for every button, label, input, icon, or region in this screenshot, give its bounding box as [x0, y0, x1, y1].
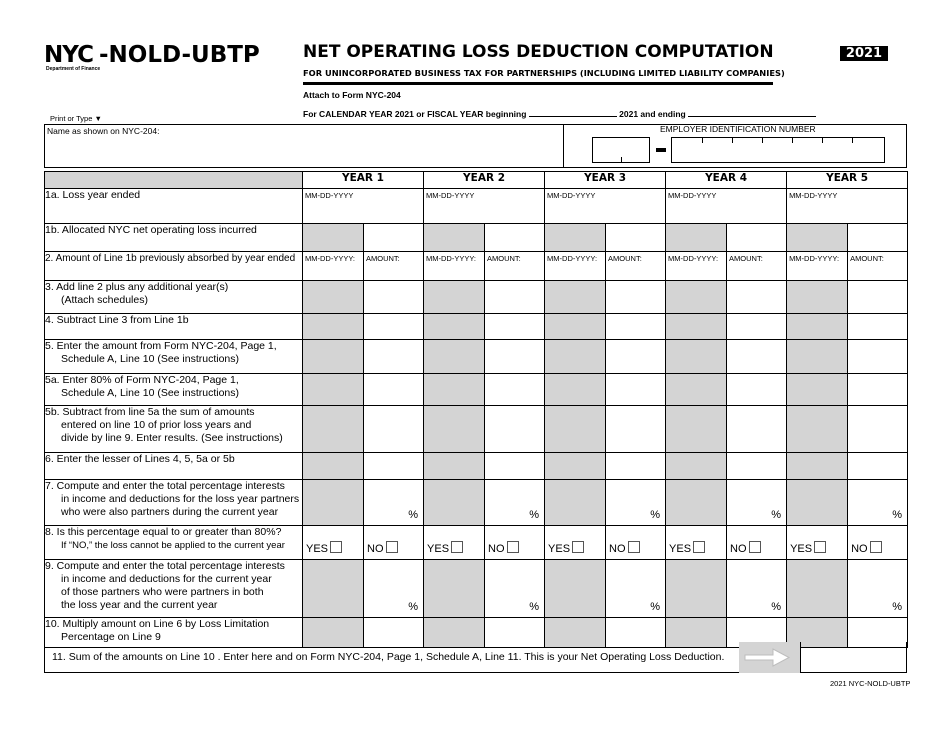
form-logo [44, 42, 260, 72]
right-arrow-icon [739, 642, 800, 673]
no-checkbox[interactable] [870, 541, 882, 553]
line-5-year-1-input[interactable] [364, 340, 424, 374]
line-3-year-1-input[interactable] [364, 281, 424, 314]
date-label: MM-DD-YYYY: [547, 254, 598, 263]
shaded-cell [545, 453, 606, 480]
line-5-year-2-input[interactable] [485, 340, 545, 374]
date-placeholder: MM-DD-YYYY [547, 191, 596, 200]
year-5-header: YEAR 5 [787, 172, 908, 189]
line-1a-row [45, 189, 908, 224]
percent-sign: % [771, 509, 782, 521]
shaded-cell [303, 340, 364, 374]
percent-sign: % [650, 601, 661, 613]
line-10-text: 10. Multiply amount on Line 6 by Loss Limitation [45, 618, 270, 630]
line-2-year-2-date-input[interactable] [424, 252, 485, 281]
ein-prefix-input[interactable] [592, 137, 650, 163]
line-7-year-3-input[interactable] [606, 480, 666, 526]
line-8-year-1-no[interactable] [364, 526, 424, 560]
line-1a-year-4-input[interactable] [666, 189, 787, 224]
line-2-year-5-amount-input[interactable] [848, 252, 908, 281]
line-2-year-1-amount-input[interactable] [364, 252, 424, 281]
line-2-year-3-amount-input[interactable] [606, 252, 666, 281]
header-blank-cell [45, 172, 303, 189]
line-2-year-4-amount-input[interactable] [727, 252, 787, 281]
fiscal-year-end-input[interactable] [688, 108, 816, 117]
yes-checkbox[interactable] [330, 541, 342, 553]
line-1b-row [45, 224, 908, 252]
shaded-cell [303, 453, 364, 480]
line-5b-text-cont: entered on line 10 of prior loss years and [61, 419, 252, 431]
yes-label: YES [790, 543, 813, 555]
yes-label: YES [427, 543, 450, 555]
shaded-cell [424, 374, 485, 406]
calendar-year-label: For CALENDAR YEAR 2021 or FISCAL YEAR beginning [303, 109, 527, 119]
year-4-header: YEAR 4 [666, 172, 787, 189]
line-8-row [45, 526, 908, 560]
shaded-cell [545, 314, 606, 340]
yes-checkbox[interactable] [451, 541, 463, 553]
shaded-cell [787, 453, 848, 480]
line-9-text-cont: in income and deductions for the current year [61, 573, 272, 585]
percent-sign: % [529, 509, 540, 521]
line-8-note: If “NO,” the loss cannot be applied to the current year [61, 540, 285, 551]
nol-computation-table [44, 171, 908, 648]
line-6-year-4-input[interactable] [727, 453, 787, 480]
name-divider [563, 124, 564, 168]
shaded-cell [424, 224, 485, 252]
shaded-cell [666, 406, 727, 453]
line-3-text: 3. Add line 2 plus any additional year(s) [45, 281, 229, 293]
print-or-type-note [50, 114, 102, 123]
shaded-cell [424, 406, 485, 453]
shaded-cell [545, 406, 606, 453]
shaded-cell [545, 480, 606, 526]
line-8-year-5-yes[interactable] [787, 526, 848, 560]
line-9-label [45, 560, 303, 618]
no-label: NO [609, 543, 626, 555]
shaded-cell [424, 453, 485, 480]
line-11-label: 11. Sum of the amounts on Line 10 . Enter here and on Form NYC-204, Page 1, Schedule A, Line 11. This is your Net Operating Loss Deduction. [52, 651, 725, 663]
line-10-text-cont: Percentage on Line 9 [61, 631, 161, 643]
line-2-row [45, 252, 908, 281]
line-2-year-3-date-input[interactable] [545, 252, 606, 281]
amount-label: AMOUNT: [608, 254, 642, 263]
shaded-cell [666, 224, 727, 252]
shaded-cell [303, 224, 364, 252]
line-6-year-5-input[interactable] [848, 453, 908, 480]
line-3-row [45, 281, 908, 314]
amount-label: AMOUNT: [366, 254, 400, 263]
line-1a-year-2-input[interactable] [424, 189, 545, 224]
ein-tick [792, 138, 793, 143]
yes-label: YES [306, 543, 329, 555]
line-7-year-4-input[interactable] [727, 480, 787, 526]
date-placeholder: MM-DD-YYYY [305, 191, 354, 200]
percent-sign: % [650, 509, 661, 521]
shaded-cell [303, 314, 364, 340]
line-7-year-1-input[interactable] [364, 480, 424, 526]
line-8-year-1-yes[interactable] [303, 526, 364, 560]
ein-tick [852, 138, 853, 143]
shaded-cell [666, 453, 727, 480]
line-3-year-3-input[interactable] [606, 281, 666, 314]
line-3-note: (Attach schedules) [61, 294, 148, 306]
line-5-year-4-input[interactable] [727, 340, 787, 374]
date-placeholder: MM-DD-YYYY [668, 191, 717, 200]
line-1a-year-1-input[interactable] [303, 189, 424, 224]
line-9-text: 9. Compute and enter the total percentage interests [45, 560, 285, 572]
down-arrow-icon: ▼ [94, 114, 102, 123]
line-4-year-4-input[interactable] [727, 314, 787, 340]
shaded-cell [666, 480, 727, 526]
line-6-label: 6. Enter the lesser of Lines 4, 5, 5a or 5b [45, 453, 303, 480]
line-1a-year-5-input[interactable] [787, 189, 908, 224]
ein-tick [621, 157, 622, 162]
line-5a-year-2-input[interactable] [485, 374, 545, 406]
line-3-year-5-input[interactable] [848, 281, 908, 314]
name-label: Name as shown on NYC-204: [47, 126, 160, 136]
line-8-year-3-yes[interactable] [545, 526, 606, 560]
percent-sign: % [408, 509, 419, 521]
line-2-year-2-amount-input[interactable] [485, 252, 545, 281]
line-5a-label [45, 374, 303, 406]
line-1b-year-2-input[interactable] [485, 224, 545, 252]
yes-checkbox[interactable] [814, 541, 826, 553]
line-3-year-4-input[interactable] [727, 281, 787, 314]
line-5b-label [45, 406, 303, 453]
line-1b-label: 1b. Allocated NYC net operating loss incurred [45, 224, 303, 252]
line-8-year-3-no[interactable] [606, 526, 666, 560]
line-8-year-2-no[interactable] [485, 526, 545, 560]
date-label: MM-DD-YYYY: [668, 254, 719, 263]
no-checkbox[interactable] [749, 541, 761, 553]
shaded-cell [787, 374, 848, 406]
line-6-year-3-input[interactable] [606, 453, 666, 480]
ein-tick [762, 138, 763, 143]
line-2-year-1-date-input[interactable] [303, 252, 364, 281]
line-5-year-3-input[interactable] [606, 340, 666, 374]
line-7-text-cont: who were also partners during the current year [61, 506, 279, 518]
line-8-label [45, 526, 303, 560]
line-8-year-5-no[interactable] [848, 526, 908, 560]
line-5b-year-1-input[interactable] [364, 406, 424, 453]
line-8-year-2-yes[interactable] [424, 526, 485, 560]
percent-sign: % [771, 601, 782, 613]
shaded-cell [424, 340, 485, 374]
form-title: NET OPERATING LOSS DEDUCTION COMPUTATION [303, 42, 774, 62]
line-6-year-1-input[interactable] [364, 453, 424, 480]
shaded-cell [787, 314, 848, 340]
date-label: MM-DD-YYYY: [305, 254, 356, 263]
line-5a-year-3-input[interactable] [606, 374, 666, 406]
shaded-cell [424, 560, 485, 618]
line-5b-year-2-input[interactable] [485, 406, 545, 453]
tax-period-line [303, 108, 816, 119]
line-7-text: 7. Compute and enter the total percentage interests [45, 480, 285, 492]
tax-year-badge: 2021 [840, 46, 888, 61]
shaded-cell [303, 560, 364, 618]
line-5a-year-1-input[interactable] [364, 374, 424, 406]
no-checkbox[interactable] [507, 541, 519, 553]
shaded-cell [666, 340, 727, 374]
shaded-cell [787, 480, 848, 526]
amount-label: AMOUNT: [729, 254, 763, 263]
shaded-cell [545, 340, 606, 374]
line-7-year-2-input[interactable] [485, 480, 545, 526]
line-9-year-2-input[interactable] [485, 560, 545, 618]
shaded-cell [303, 281, 364, 314]
year-header-row [45, 172, 908, 189]
line-5a-year-5-input[interactable] [848, 374, 908, 406]
shaded-cell [666, 560, 727, 618]
line-1a-label: 1a. Loss year ended [45, 189, 303, 224]
line-9-year-3-input[interactable] [606, 560, 666, 618]
shaded-cell [787, 281, 848, 314]
ein-tick [822, 138, 823, 143]
amount-label: AMOUNT: [487, 254, 521, 263]
line-2-label: 2. Amount of Line 1b previously absorbed by year ended [45, 252, 303, 281]
line-1b-year-4-input[interactable] [727, 224, 787, 252]
print-or-type-label: Print or Type [50, 114, 93, 123]
line-5-year-5-input[interactable] [848, 340, 908, 374]
line-11-amount-input[interactable] [800, 642, 907, 673]
date-placeholder: MM-DD-YYYY [789, 191, 838, 200]
line-5b-text: 5b. Subtract from line 5a the sum of amounts [45, 406, 255, 418]
date-label: MM-DD-YYYY: [426, 254, 477, 263]
no-checkbox[interactable] [628, 541, 640, 553]
line-5a-text: 5a. Enter 80% of Form NYC-204, Page 1, [45, 374, 239, 386]
shaded-cell [666, 281, 727, 314]
line-9-row [45, 560, 908, 618]
no-checkbox[interactable] [386, 541, 398, 553]
form-id: -NOLD-UBTP [98, 42, 260, 68]
ein-label: EMPLOYER IDENTIFICATION NUMBER [660, 124, 816, 134]
line-5b-row [45, 406, 908, 453]
line-4-year-2-input[interactable] [485, 314, 545, 340]
shaded-cell [424, 281, 485, 314]
line-5b-year-5-input[interactable] [848, 406, 908, 453]
shaded-cell [666, 374, 727, 406]
amount-label: AMOUNT: [850, 254, 884, 263]
line-5b-text-cont: divide by line 9. Enter results. (See instructions) [61, 432, 283, 444]
shaded-cell [545, 560, 606, 618]
line-1b-year-1-input[interactable] [364, 224, 424, 252]
year-2-header: YEAR 2 [424, 172, 545, 189]
line-9-year-1-input[interactable] [364, 560, 424, 618]
line-4-row [45, 314, 908, 340]
date-placeholder: MM-DD-YYYY [426, 191, 475, 200]
line-4-year-1-input[interactable] [364, 314, 424, 340]
line-4-year-5-input[interactable] [848, 314, 908, 340]
line-2-year-4-date-input[interactable] [666, 252, 727, 281]
line-1a-year-3-input[interactable] [545, 189, 666, 224]
shaded-cell [787, 340, 848, 374]
form-subtitle: FOR UNINCORPORATED BUSINESS TAX FOR PARTNERSHIPS (INCLUDING LIMITED LIABILITY COMPANIES) [303, 68, 785, 78]
shaded-cell [303, 374, 364, 406]
shaded-cell [303, 480, 364, 526]
nyc-logo: NYC [44, 42, 93, 68]
yes-label: YES [548, 543, 571, 555]
line-5-row [45, 340, 908, 374]
line-7-label [45, 480, 303, 526]
line-5a-text-cont: Schedule A, Line 10 (See instructions) [61, 387, 240, 399]
line-8-year-4-yes[interactable] [666, 526, 727, 560]
line-4-label: 4. Subtract Line 3 from Line 1b [45, 314, 303, 340]
line-5-label [45, 340, 303, 374]
line-7-row [45, 480, 908, 526]
line-6-row [45, 453, 908, 480]
line-7-text-cont: in income and deductions for the loss year partners [61, 493, 300, 505]
percent-sign: % [892, 509, 903, 521]
department-name: Department of Finance [46, 66, 101, 72]
form-footer: 2021 NYC-NOLD-UBTP [830, 679, 911, 688]
line-9-year-5-input[interactable] [848, 560, 908, 618]
year-3-header: YEAR 3 [545, 172, 666, 189]
title-divider [303, 82, 773, 85]
ein-suffix-input[interactable] [671, 137, 885, 163]
line-1b-year-3-input[interactable] [606, 224, 666, 252]
line-7-year-5-input[interactable] [848, 480, 908, 526]
shaded-cell [424, 480, 485, 526]
line-5-text: 5. Enter the amount from Form NYC-204, Page 1, [45, 340, 277, 352]
shaded-cell [666, 314, 727, 340]
ein-tick [702, 138, 703, 143]
line-6-year-2-input[interactable] [485, 453, 545, 480]
line-1b-year-5-input[interactable] [848, 224, 908, 252]
shaded-cell [424, 314, 485, 340]
shaded-cell [545, 224, 606, 252]
shaded-cell [787, 560, 848, 618]
shaded-cell [545, 281, 606, 314]
shaded-cell [545, 374, 606, 406]
line-4-year-3-input[interactable] [606, 314, 666, 340]
attach-instruction: Attach to Form NYC-204 [303, 90, 401, 100]
fiscal-year-begin-input[interactable] [529, 108, 617, 117]
line-3-label [45, 281, 303, 314]
line-11-arrow-panel [739, 642, 800, 673]
yes-label: YES [669, 543, 692, 555]
line-5a-row [45, 374, 908, 406]
line-9-year-4-input[interactable] [727, 560, 787, 618]
date-label: MM-DD-YYYY: [789, 254, 840, 263]
ein-dash [656, 148, 666, 152]
shaded-cell [303, 406, 364, 453]
year-1-header: YEAR 1 [303, 172, 424, 189]
yes-checkbox[interactable] [693, 541, 705, 553]
line-3-year-2-input[interactable] [485, 281, 545, 314]
and-ending-label: 2021 and ending [619, 109, 686, 119]
line-5a-year-4-input[interactable] [727, 374, 787, 406]
no-label: NO [488, 543, 505, 555]
shaded-cell [787, 406, 848, 453]
shaded-cell [787, 224, 848, 252]
line-2-year-5-date-input[interactable] [787, 252, 848, 281]
no-label: NO [367, 543, 384, 555]
no-label: NO [851, 543, 868, 555]
line-9-text-cont: of those partners who were partners in both [61, 586, 264, 598]
line-5-text-cont: Schedule A, Line 10 (See instructions) [61, 353, 240, 365]
percent-sign: % [408, 601, 419, 613]
line-5b-year-3-input[interactable] [606, 406, 666, 453]
line-8-text: 8. Is this percentage equal to or greater than 80%? [45, 526, 282, 538]
ein-tick [732, 138, 733, 143]
no-label: NO [730, 543, 747, 555]
percent-sign: % [529, 601, 540, 613]
line-9-text-cont: the loss year and the current year [61, 599, 218, 611]
yes-checkbox[interactable] [572, 541, 584, 553]
line-5b-year-4-input[interactable] [727, 406, 787, 453]
line-8-year-4-no[interactable] [727, 526, 787, 560]
percent-sign: % [892, 601, 903, 613]
